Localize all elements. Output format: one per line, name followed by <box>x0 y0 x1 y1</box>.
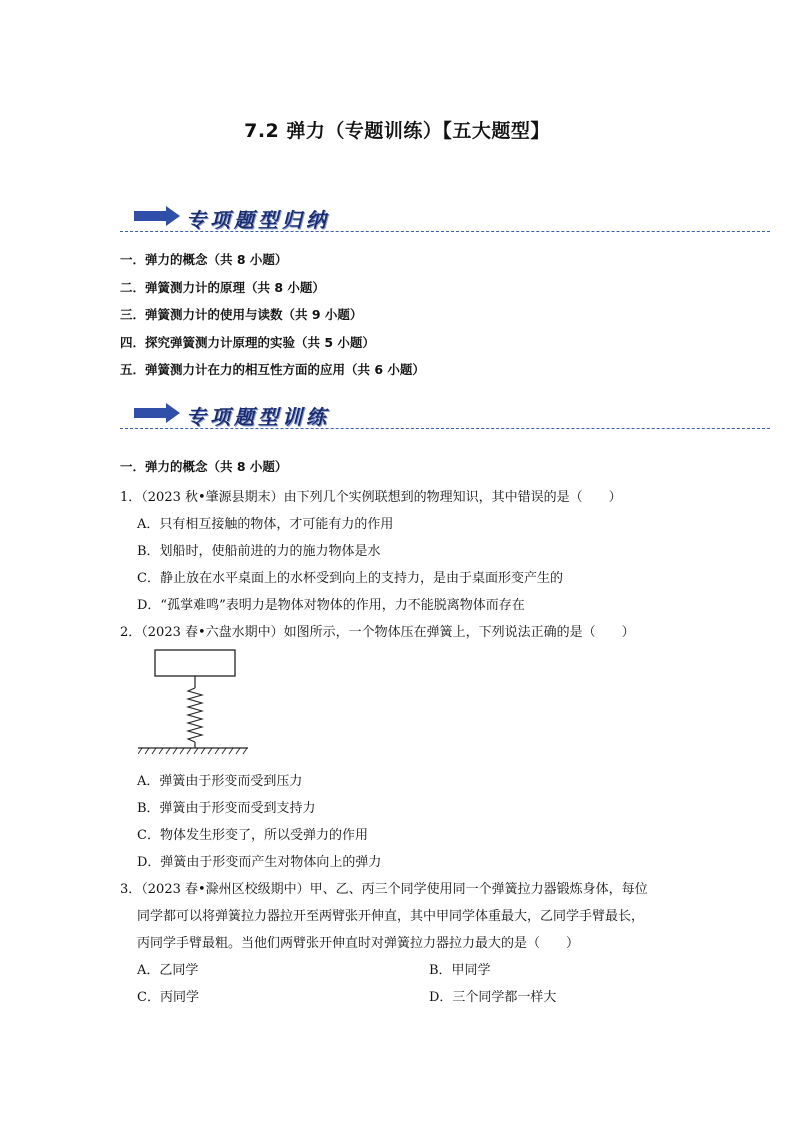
spring-block-diagram <box>138 648 248 763</box>
question-3 <box>120 876 720 1011</box>
option-d[interactable]: D．“孤掌难鸣”表明力是物体对物体的作用，力不能脱离物体而存在 <box>137 598 525 613</box>
option-b[interactable]: B．甲同学 <box>429 963 491 978</box>
question-stem-line: 同学都可以将弹簧拉力器拉开至两臂张开伸直，其中甲同学体重最大，乙同学手臂最长， <box>137 909 645 924</box>
question-stem-line: 3．（2023 春•滁州区校级期中）甲、乙、丙三个同学使用同一个弹簧拉力器锻炼身体，每位 <box>120 882 648 897</box>
arrow-right-icon <box>134 206 182 226</box>
topic-item: 四．探究弹簧测力计原理的实验（共 5 小题） <box>120 334 375 350</box>
option-c[interactable]: C．静止放在水平桌面上的水杯受到向上的支持力，是由于桌面形变产生的 <box>137 571 563 586</box>
question-1 <box>120 484 720 619</box>
banner-divider <box>120 428 770 429</box>
option-row <box>120 984 720 1011</box>
topic-item: 三．弹簧测力计的使用与读数（共 9 小题） <box>120 307 363 322</box>
option-c[interactable]: C．丙同学 <box>137 990 199 1005</box>
topic-item: 五．弹簧测力计在力的相互性方面的应用（共 6 小题） <box>120 362 425 377</box>
page-title: 7.2 弹力（专题训练）【五大题型】 <box>244 120 550 142</box>
topic-item: 一．弹力的概念（共 8 小题） <box>120 252 288 267</box>
spring-figure <box>120 646 720 768</box>
banner-divider <box>120 231 770 232</box>
training-banner <box>120 397 770 431</box>
question-content <box>120 457 720 1011</box>
training-banner-text: 专项题型训练 <box>186 405 330 429</box>
summary-banner <box>120 200 770 234</box>
option-a[interactable]: A．乙同学 <box>137 963 199 978</box>
question-2 <box>120 619 720 876</box>
topic-item: 二．弹簧测力计的原理（共 8 小题） <box>120 279 325 295</box>
section-heading: 一．弹力的概念（共 8 小题） <box>120 459 288 474</box>
question-stem <box>120 876 720 957</box>
option-d[interactable]: D．弹簧由于形变而产生对物体向上的弹力 <box>137 855 382 870</box>
question-stem: 1．（2023 秋•肇源县期末）由下列几个实例联想到的物理知识，其中错误的是（ ） <box>120 490 622 505</box>
question-stem: 2．（2023 春•六盘水期中）如图所示，一个物体压在弹簧上，下列说法正确的是（ ） <box>120 625 635 640</box>
option-d[interactable]: D．三个同学都一样大 <box>429 990 557 1005</box>
summary-banner-text: 专项题型归纳 <box>186 208 330 232</box>
option-c[interactable]: C．物体发生形变了，所以受弹力的作用 <box>137 828 368 843</box>
topic-list <box>120 252 425 390</box>
arrow-right-icon <box>134 403 182 423</box>
option-a[interactable]: A．弹簧由于形变而受到压力 <box>137 774 303 789</box>
option-a[interactable]: A．只有相互接触的物体，才可能有力的作用 <box>137 517 394 532</box>
question-stem-line: 丙同学手臂最粗。当他们两臂张开伸直时对弹簧拉力器拉力最大的是（ ） <box>137 936 580 951</box>
option-b[interactable]: B．划船时，使船前进的力的施力物体是水 <box>137 544 381 559</box>
option-row <box>120 957 720 984</box>
option-b[interactable]: B．弹簧由于形变而受到支持力 <box>137 801 316 816</box>
